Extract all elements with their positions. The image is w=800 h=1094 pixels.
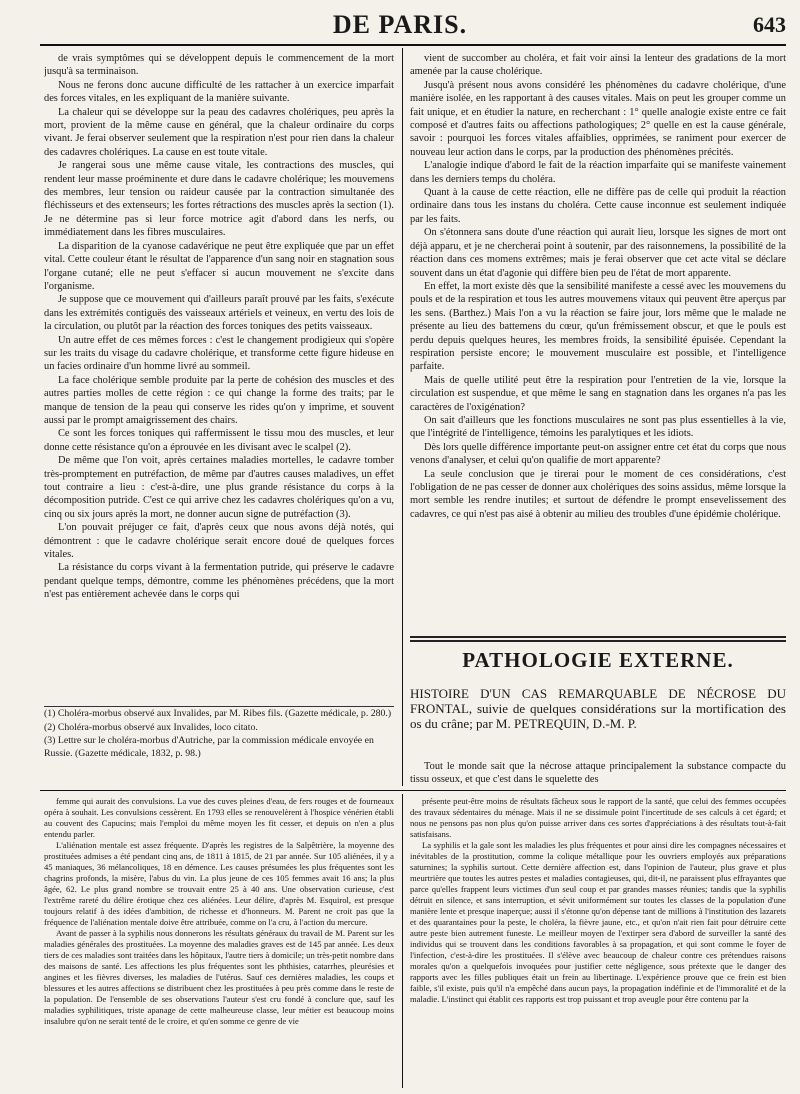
article-intro: Tout le monde sait que la nécrose attaque principalement la substance compacte du tissu osseux, et que c'est dans le squelette des — [410, 761, 786, 785]
paragraph: L'on pouvait préjuger ce fait, d'après ceux que nous avons déjà notés, qui démontrent : que le cadavre cholérique serait encore doué de quelques forces vitales. — [44, 522, 394, 561]
paragraph: de vrais symptômes qui se développent depuis le commencement de la mort jusqu'à sa terminaison. — [44, 53, 394, 78]
article-title: HISTOIRE D'UN CAS REMARQUABLE DE NÉCROSE DU FRONTAL, suivie de quelques considérations sur la mortification des os du crâne; par M. PETREQUIN, D.-M. P. — [410, 686, 786, 731]
header-rule — [40, 44, 786, 46]
paragraph: Jusqu'à présent nous avons considéré les phénomènes du cadavre cholérique, d'une manière isolée, en les rapportant à des causes vitales. Mais on peut les grouper comme un fait unique, et en étudier la nature, en recherchant : 1° quelle analogie existe entre ce fait composé et d'autres faits ou affections pathologiques; 2° quelle en est la cause générale, savoir : pourquoi les forces vitales affaiblies, opprimées, se raniment pour exercer de nouveau leur action dans le corps, par la production des phénomènes précités. — [410, 79, 786, 158]
paragraph: La seule conclusion que je tirerai pour le moment de ces considérations, c'est l'obligation de ne pas cesser de donner aux cholériques des soins assidus, même lorsque la mort semble les rendre inutiles; et surtout de défendre le prompt ensevelissement des cadavres, ce qui n'est pas aisé à obtenir au milieu des troubles d'une épidémie cholérique. — [410, 468, 786, 520]
paragraph: Dès lors quelle différence importante peut-on assigner entre cet état du corps que nous venons d'analyser, et celui qu'on qualifie de mort apparente? — [410, 441, 786, 467]
paragraph: présente peut-être moins de résultats fâcheux sous le rapport de la santé, que celui des femmes occupées des travaux sédentaires du ménage. Mais il ne se dissimule point l'incertitude de ses calculs à cet égard; et nous ne pensons pas non plus qu'on puisse arriver dans ces sortes d'appréciations à des résultats tout-à-fait satisfaisans. — [410, 796, 786, 839]
paragraph: Mais de quelle utilité peut être la respiration pour l'entretien de la vie, lorsque la circulation est suspendue, et que même le sang en stagnation dans les organes n'a pas les caractères de l'oxigénation? — [410, 374, 786, 413]
footnote: (2) Choléra-morbus observé aux Invalides, loco citato. — [44, 721, 258, 733]
paragraph: La syphilis et la gale sont les maladies les plus fréquentes et pour ainsi dire les compagnes nécessaires et inévitables de la prostitution, comme la colique métallique pour les ouvriers employés aux préparations saturnines; la syphilis surtout. Cette dernière affection est, dans l'opinion de l'auteur, plus grave et plus meurtrière que toutes les autres pestes et maladies contagieuses, qui, dit-il, ne paraissent plus effrayantes que parce qu'elles frappent leurs victimes d'un seul coup et par grandes masses réunies; tandis que la syphilis détruit en silence, et sans interruption, et sévit uniformément sur toutes les classes de la population d'une manière lente et presque inaperçue; aussi il s'étonne qu'on dépense tant de millions à l'institution des lazarets et des quarantaines pour la peste, le choléra, la fièvre jaune, etc., et qu'on n'ait rien fait pour détruire cette autre peste bien autrement funeste. Le meilleur moyen de l'extirper sera d'abord de surveiller la santé des individus qui se trouvent dans les conditions favorables à sa propagation, et qui sont comme le foyer de l'infection, c'est-à-dire les prostituées. Il s'élève avec beaucoup de chaleur contre ces prétendues raisons morales qu'on a quelquefois invoquées pour justifier cette négligence, sous prétexte que le danger des rapports avec les filles publiques était un frein au libertinage. L'expérience prouve que ce frein est bien faible, s'il existe, puis qu'il n'a empêché dans aucun pays, la propagation indéfinie et de l'immoralité et de la maladie. L'instinct qui établit ces rapports est trop puissant et trop aveugle pour être contenu par la — [410, 840, 786, 1004]
paragraph: En effet, la mort existe dès que la sensibilité manifeste a cessé avec les mouvemens du pouls et de la respiration et tous les autres mouvemens vitaux qui peuvent être aperçus par les sens. (Barthez.) Mais l'on a vu la réaction se faire jour, lors même que le malade ne présente au lieu des battemens du cœur, qu'un frémissement obscur, et que le pouls est perdu depuis quelques heures, les membres froids, la sensibilité épuisée. Cependant la respiration persiste encore; le mouvement musculaire est possible, et l'intelligence parfaite. — [410, 280, 786, 373]
bottom-column-divider — [402, 794, 403, 1088]
paragraph: On sait d'ailleurs que les fonctions musculaires ne sont pas plus essentielles à la vie, que l'intégrité de l'intelligence, témoins les paralytiques et les idiots. — [410, 414, 786, 440]
paragraph: Je rangerai sous une même cause vitale, les contractions des muscles, qui rendent leur masse proéminente et dure dans le cadavre cholérique; les mouvemens des membres, leur tension ou raideur causée par la contraction simultanée des fléchisseurs et des extenseurs; les fortes rétractions des muscles après la section (1). Je ne détermine pas si leur force motrice agit d'abord dans les nerfs, ou immédiatement dans les fibres musculaires. — [44, 160, 394, 239]
paragraph: De même que l'on voit, après certaines maladies mortelles, le cadavre tomber très-promptement en putréfaction, de même par d'autres causes maladives, un effet tout contraire a lieu : c'est-à-dire, une plus grande résistance du corps à la décomposition putride. C'est ce qui arrive chez les cadavres cholériques qu'on a vu, cinq ou six jours après la mort, ne donner aucun signe de putréfaction (3). — [44, 455, 394, 520]
paragraph: La disparition de la cyanose cadavérique ne peut être expliquée que par un effet vital. Cette couleur étant le résultat de l'apparence d'un sang noir en stagnation sous l'organe cutané; elle ne peut s'effacer si aucun mouvement ne s'excite dans l'organisme. — [44, 240, 394, 292]
paragraph: L'aliénation mentale est assez fréquente. D'après les registres de la Salpêtrière, la moyenne des prostituées admises a été pendant cinq ans, de 1811 à 1815, de 21 par année. Sur 105 aliénées, il y a 45 maniaques, 36 mélancoliques, 18 en démence. Les causes présumées les plus fréquentes sont les chagrins profonds, la misère, l'abus du vin. La plus jeune de ces 105 femmes avait 16 ans; la plus âgée, 62. Le plus grand nombre se trouvait entre 25 à 40 ans. Une observation curieuse, c'est l'extrême rareté du délire érotique chez ces aliénées. Leur délire, d'après M. Esquirol, est presque toujours relatif à des idées d'ambition, de richesse et d'honneurs. M. Parent ne croit pas que la fréquence de l'aliénation mentale doive être attribuée, comme on l'a cru, à l'action du mercure. — [44, 840, 394, 927]
left-column — [44, 52, 394, 702]
running-title: DE PARIS. — [332, 10, 468, 39]
footnote: (1) Choléra-morbus observé aux Invalides, par M. Ribes fils. (Gazette médicale, p. 280.) — [44, 708, 392, 719]
paragraph: Avant de passer à la syphilis nous donnerons les résultats généraux du travail de M. Parent sur les maladies générales des prostituées. La moyenne des maladies graves est de 145 par année. Les deux tiers de ces maladies sont traitées dans les hôpitaux, l'autre tiers à domicile; un très-petit nombre dans des maisons de santé. Les affections les plus fréquentes sont les phthisies, catarrhes, pleurésies et angines et les fièvres diverses, les maladies de l'utérus. Sauf ces dernières maladies, les coups et blessures et les autres affections se distribuent chez les prostituées à peu près comme dans le reste de la population. De l'ensemble de ses observations l'auteur s'est cru fondé à conclure que, sauf les maladies syphilitiques, triste apanage de cette malheureuse classe, leur métier est beaucoup moins insalubre qu'on ne serait tenté de le croire, et qu'en somme ce genre de vie — [44, 928, 394, 1026]
footnote: (3) Lettre sur le choléra-morbus d'Autriche, par la commission médicale envoyée en Russie. (Gazette médicale, 1832, p. 98.) — [44, 735, 374, 759]
column-divider — [402, 48, 403, 786]
paragraph: Ce sont les forces toniques qui raffermissent le tissu mou des muscles, et leur donne cette résistance qu'on a éprouvée en les divisant avec le scalpel (2). — [44, 428, 394, 453]
paragraph: La résistance du corps vivant à la fermentation putride, qui préserve le cadavre pendant quelque temps, démontre, comme les phénomènes précédens, que la mort n'est pas entièrement achevée dans le corps qui — [44, 562, 394, 601]
bottom-section-rule — [40, 790, 786, 791]
paragraph: On s'étonnera sans doute d'une réaction qui aurait lieu, lorsque les signes de mort ont déjà apparu, et je ne chercherai point à soutenir, par des raisonnemens, la possibilité de la réaction dans ces momens extrêmes; mais je ferai observer que cet acte vital se déclare souvent dans un état d'agonie qui diffère bien peu de l'état de mort apparente. — [410, 227, 786, 279]
section-title: PATHOLOGIE EXTERNE. — [462, 648, 734, 672]
paragraph: Je suppose que ce mouvement qui d'ailleurs paraît prouvé par les faits, s'exécute dans les extrémités contiguës des vaisseaux artériels et veineux, en vertu des lois de la circulation, ou plutôt par la réaction des forces toniques des petits vaisseaux. — [44, 294, 394, 333]
paragraph: femme qui aurait des convulsions. La vue des cuves pleines d'eau, de fers rouges et de fourneaux opéra à souhait. Les convulsions cessèrent. En 1793 elles se renouvelèrent à l'hospice vénérien établi au couvent des Capucins; mais l'emploi du même moyen les fit cesser, et depuis on n'en a plus entendu parler. — [44, 796, 394, 839]
footnotes — [44, 706, 394, 787]
paragraph: L'analogie indique d'abord le fait de la réaction imparfaite qui se manifeste vainement dans les derniers temps du choléra. — [410, 160, 786, 185]
paragraph: vient de succomber au choléra, et fait voir ainsi la lenteur des gradations de la mort amenée par la cause cholérique. — [410, 53, 786, 78]
right-column — [410, 52, 786, 628]
bottom-left-column — [44, 796, 394, 1088]
bottom-right-column — [410, 796, 786, 1088]
page-header — [0, 0, 800, 42]
page-number: 643 — [753, 12, 786, 37]
paragraph: Nous ne ferons donc aucune difficulté de les rattacher à un exercice imparfait des forces vitales, en les expliquant de la manière suivante. — [44, 79, 394, 105]
paragraph: Un autre effet de ces mêmes forces : c'est le changement prodigieux qui s'opère sur les traits du visage du cadavre cholérique, et transforme cette figure hideuse en un facies ordinaire d'un homme livré au sommeil. — [44, 334, 394, 373]
section-rule-top-thin — [410, 640, 786, 642]
paragraph: La chaleur qui se développe sur la peau des cadavres cholériques, peu après la mort, provient de la même cause en général, que la chaleur ordinaire du corps vivant. Je ferai observer seulement que la respiration n'est pour rien dans la chaleur des cadavres cholériques. La cause en est toute vitale. — [44, 106, 394, 158]
paragraph: Quant à la cause de cette réaction, elle ne diffère pas de celle qui produit la réaction ordinaire dans tous les instans du choléra. Cette cause inconnue est seulement indiquée par les faits. — [410, 187, 786, 225]
paragraph: La face cholérique semble produite par la perte de cohésion des muscles et des autres parties molles de cette région : ce qui change la forme des traits; par le manque de tension de la peau qui conserve les rides qu'on y imprime, et souvent aussi par le prompt amaigrissement des chairs. — [44, 374, 394, 426]
section-rule-top — [410, 636, 786, 638]
